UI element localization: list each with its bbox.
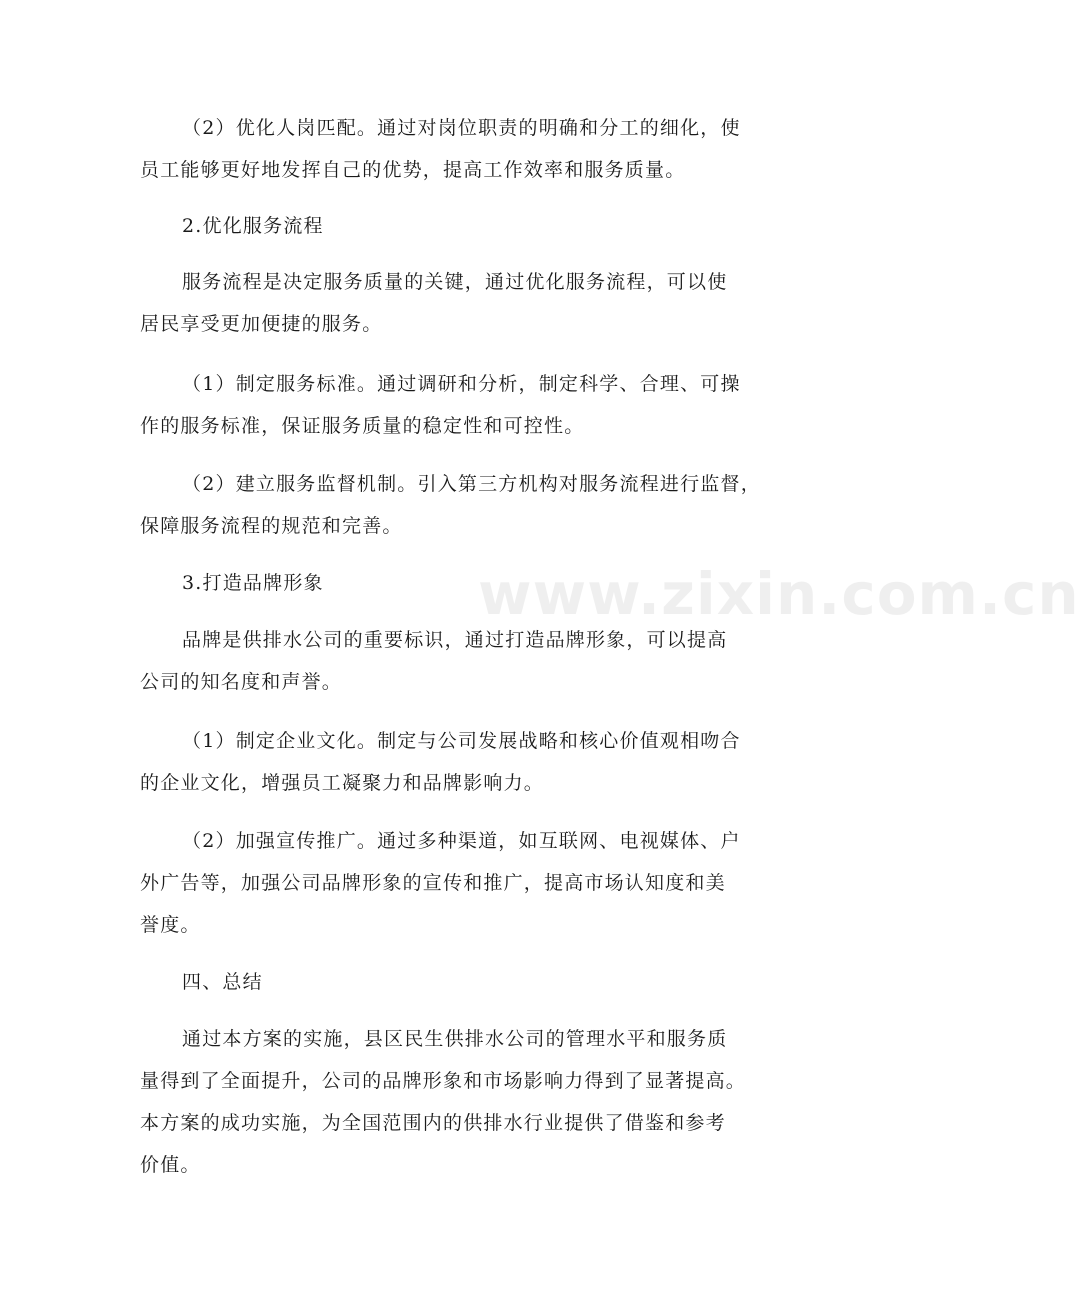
text-line: 服务流程是决定服务质量的关键，通过优化服务流程，可以使 xyxy=(182,271,728,293)
text-line: 本方案的成功实施，为全国范围内的供排水行业提供了借鉴和参考 xyxy=(140,1112,726,1134)
text-line: 员工能够更好地发挥自己的优势，提高工作效率和服务质量。 xyxy=(140,159,686,181)
text-line: 品牌是供排水公司的重要标识，通过打造品牌形象，可以提高 xyxy=(182,629,728,651)
text-line: （1）制定服务标准。通过调研和分析，制定科学、合理、可操 xyxy=(182,373,741,395)
text-line: 量得到了全面提升，公司的品牌形象和市场影响力得到了显著提高。 xyxy=(140,1070,747,1092)
text-line: （2）优化人岗匹配。通过对岗位职责的明确和分工的细化，使 xyxy=(182,117,741,139)
text-line: 通过本方案的实施，县区民生供排水公司的管理水平和服务质 xyxy=(182,1028,728,1050)
text-line: （2）加强宣传推广。通过多种渠道，如互联网、电视媒体、户 xyxy=(182,830,741,852)
section-heading: 2.优化服务流程 xyxy=(182,215,324,237)
watermark: www.zixin.com.cn xyxy=(478,560,1080,628)
section-heading: 3.打造品牌形象 xyxy=(182,572,324,594)
text-line: （1）制定企业文化。制定与公司发展战略和核心价值观相吻合 xyxy=(182,730,741,752)
text-line: 价值。 xyxy=(140,1154,201,1176)
text-line: 誉度。 xyxy=(140,914,201,936)
text-line: 作的服务标准，保证服务质量的稳定性和可控性。 xyxy=(140,415,585,437)
text-line: 的企业文化，增强员工凝聚力和品牌影响力。 xyxy=(140,772,545,794)
text-line: 保障服务流程的规范和完善。 xyxy=(140,515,403,537)
text-line: （2）建立服务监督机制。引入第三方机构对服务流程进行监督， xyxy=(182,473,761,495)
section-heading: 四、总结 xyxy=(182,971,263,993)
text-line: 居民享受更加便捷的服务。 xyxy=(140,313,383,335)
text-line: 外广告等，加强公司品牌形象的宣传和推广，提高市场认知度和美 xyxy=(140,872,726,894)
text-line: 公司的知名度和声誉。 xyxy=(140,671,343,693)
